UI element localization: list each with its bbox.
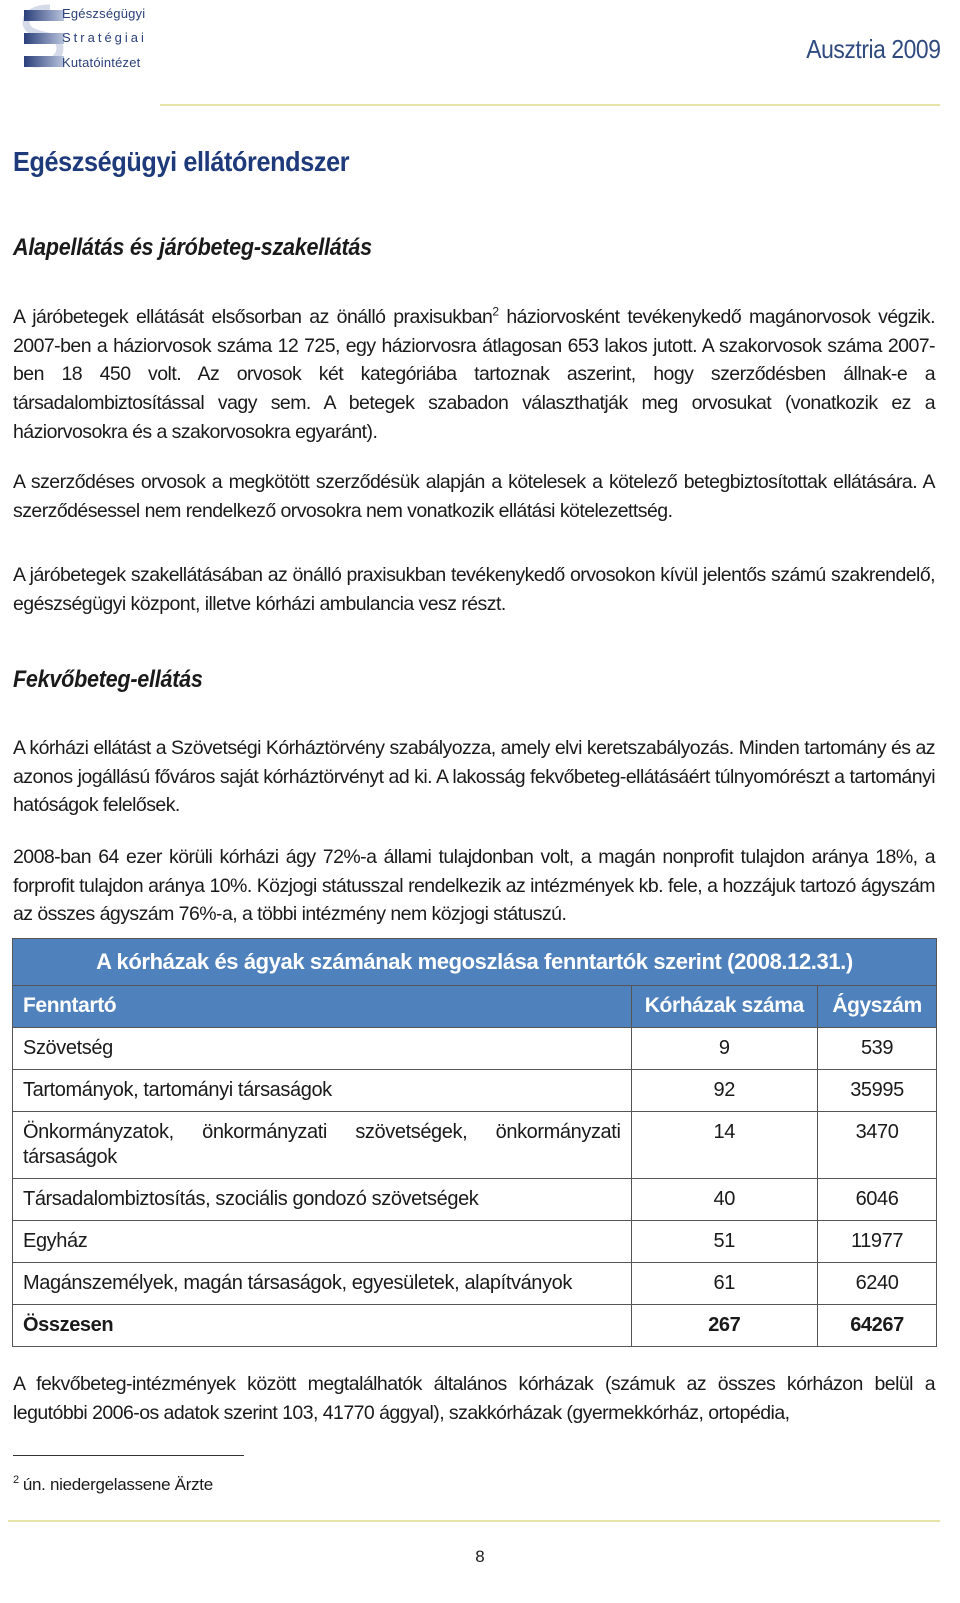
footer-divider	[8, 1520, 940, 1522]
table-row	[13, 1221, 937, 1263]
cell-hospitals-total: 267	[631, 1305, 818, 1347]
page-title: Egészségügyi ellátórendszer	[13, 146, 350, 177]
table-total-row	[13, 1305, 937, 1347]
cell-owner: Szövetség	[13, 1028, 632, 1070]
cell-beds: 3470	[818, 1112, 937, 1179]
paragraph-hospital-law: A kórházi ellátást a Szövetségi Kórháztörvény szabályozza, amely elvi keretszabályozás. Minden tartomány és az azonos jogállású főváros saját kórháztörvényt ad ki. A lakosság fekvőbeteg-ellátásáért túlnyomórészt a tartományi hatóságok felelősek.	[13, 737, 935, 817]
paragraph-general-hospitals: A fekvőbeteg-intézmények között megtalálhatók általános kórházak (számuk az összes kórházon belül a legutóbbi 2006-os adatok szerint 103, 41770 ággyal), szakkórházak (gyermekkórház, ortopédia,	[13, 1373, 935, 1424]
paragraph-hospital-beds: 2008-ban 64 ezer körüli kórházi ágy 72%-a állami tulajdonban volt, a magán nonprofit tulajdon aránya 18%, a forprofit tulajdon aránya 10%. Közjogi státusszal rendelkezik az intézmények kb. fele, a hozzájuk tartozó ágyszám az összes ágyszám 76%-a, a többi intézmény nem közjogi státuszú.	[13, 846, 935, 926]
table-row	[13, 1028, 937, 1070]
section-heading-inpatient-care: Fekvőbeteg-ellátás	[13, 666, 203, 693]
table-caption: A kórházak és ágyak számának megoszlása fenntartók szerint (2008.12.31.)	[13, 939, 937, 986]
footnote-number: 2	[13, 1474, 19, 1487]
paragraph-outpatient-care-start: A járóbetegek ellátását elsősorban az önálló praxisukban	[13, 306, 493, 328]
cell-owner-total: Összesen	[13, 1305, 632, 1347]
cell-beds: 6046	[818, 1179, 937, 1221]
cell-hospitals: 51	[631, 1221, 818, 1263]
paragraph-outpatient-care	[13, 303, 935, 447]
section-heading-primary-care: Alapellátás és járóbeteg-szakellátás	[13, 234, 372, 261]
logo-text-line3: Kutatóintézet	[62, 55, 141, 70]
table-row	[13, 1112, 937, 1179]
footnote-divider	[13, 1455, 244, 1456]
paragraph-outpatient-care-rest: háziorvosként tevékenykedő magánorvosok végzik. 2007-ben a háziorvosok száma 12 725, egy háziorvosra átlagosan 653 lakos jutott. A szakorvosok száma 2007-ben 18 450 volt. Az orvosok két kategóriába tartoznak aszerint, hogy szerződésben állnak-e a társadalombiztosítással vagy sem. A betegek szabadon választhatják meg orvosukat (vonatkozik ez a háziorvosokra és a szakorvosokra egyaránt).	[13, 306, 935, 443]
cell-owner: Egyház	[13, 1221, 632, 1263]
paragraph-specialist-care: A járóbetegek szakellátásában az önálló praxisukban tevékenykedő orvosokon kívül jelentős számú szakrendelő, egészségügyi központ, illetve kórházi ambulancia vesz részt.	[13, 564, 935, 615]
cell-owner: Önkormányzatok, önkormányzati szövetségek, önkormányzati társaságok	[13, 1112, 632, 1179]
table-row	[13, 1263, 937, 1305]
paragraph-contract-doctors: A szerződéses orvosok a megkötött szerződésük alapján a kötelesek a kötelező betegbiztosítottak ellátására. A szerződésessel nem rendelkező orvosokra nem vonatkozik ellátási kötelezettség.	[13, 471, 935, 522]
hospitals-by-owner-table	[12, 938, 937, 1347]
logo-text-line1: Egészségügyi	[62, 6, 146, 21]
cell-hospitals: 40	[631, 1179, 818, 1221]
table-row	[13, 1179, 937, 1221]
cell-hospitals: 92	[631, 1070, 818, 1112]
table-header-row	[13, 986, 937, 1028]
column-header-hospitals: Kórházak száma	[631, 986, 818, 1028]
table-caption-row	[13, 939, 937, 986]
logo-text-line2: Stratégiai	[62, 30, 147, 45]
column-header-beds: Ágyszám	[818, 986, 937, 1028]
institute-logo	[20, 2, 160, 74]
cell-hospitals: 9	[631, 1028, 818, 1070]
page-number: 8	[475, 1547, 485, 1566]
footnote-text: ún. niedergelassene Ärzte	[22, 1475, 213, 1494]
cell-owner: Társadalombiztosítás, szociális gondozó szövetségek	[13, 1179, 632, 1221]
cell-beds: 539	[818, 1028, 937, 1070]
table-row	[13, 1070, 937, 1112]
logo-emblem-icon	[20, 4, 68, 70]
header-country-year: Ausztria 2009	[805, 34, 940, 64]
header-divider	[160, 104, 940, 106]
cell-hospitals: 61	[631, 1263, 818, 1305]
cell-beds: 6240	[818, 1263, 937, 1305]
cell-owner: Magánszemélyek, magán társaságok, egyesületek, alapítványok	[13, 1263, 632, 1305]
cell-beds-total: 64267	[818, 1305, 937, 1347]
footnote	[13, 1475, 213, 1495]
column-header-owner: Fenntartó	[13, 986, 632, 1028]
cell-beds: 11977	[818, 1221, 937, 1263]
footnote-reference[interactable]: 2	[492, 304, 499, 319]
cell-owner: Tartományok, tartományi társaságok	[13, 1070, 632, 1112]
cell-hospitals: 14	[631, 1112, 818, 1179]
cell-beds: 35995	[818, 1070, 937, 1112]
